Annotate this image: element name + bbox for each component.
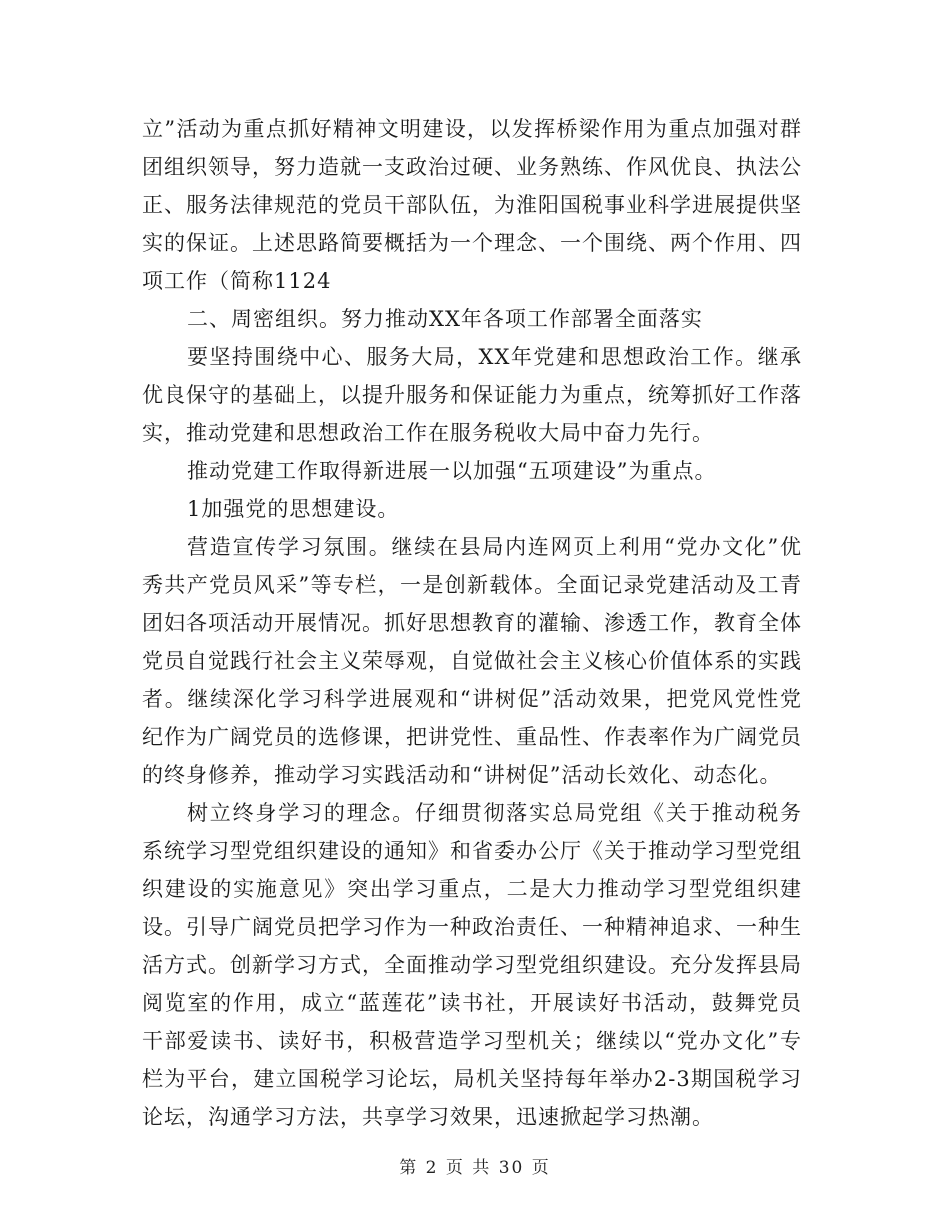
page-number-footer: 第 2 页 共 30 页 [399, 1158, 551, 1178]
subheading-party-building: 推动党建工作取得新进展一以加强“五项建设”为重点。 [187, 459, 717, 483]
paragraph-lifelong-learning: 树立终身学习的理念。仔细贯彻落实总局党组《关于推动税务系统学习型党组织建设的通知》和省委办公厅《关于推动学习型党组织建设的实施意见》突出学习重点，二是大力推动学习型党组织建设。引导广阔党员把学习作为一种政治责任、一种精神追求、一种生活方式。创新学习方式，全面推动学习型党组织建设。充分发挥县局阅览室的作用，成立“蓝莲花”读书社，开展读好书活动，鼓舞党员干部爱读书、读好书，积极营造学习型机关；继续以“党办文化”专栏为平台，建立国税学习论坛，局机关坚持每年举办2-3期国税学习论坛，沟通学习方法，共享学习效果，迅速掀起学习热潮。 [142, 801, 802, 1129]
paragraph-propaganda: 营造宣传学习氛围。继续在县局内连网页上利用“党办文化”优秀共产党员风采”等专栏，一是创新载体。全面记录党建活动及工青团妇各项活动开展情况。抓好思想教育的灌输、渗透工作，教育全体党员自觉践行社会主义荣辱观，自觉做社会主义核心价值体系的实践者。继续深化学习科学进展观和“讲树促”活动效果，把党风党性党纪作为广阔党员的选修课，把讲党性、重品性、作表率作为广阔党员的终身修养，推动学习实践活动和“讲树促”活动长效化、动态化。 [142, 535, 802, 787]
document-body [142, 110, 802, 1136]
subheading-ideological: 1加强党的思想建设。 [187, 497, 400, 521]
section-heading-2: 二、周密组织。努力推动XX年各项工作部署全面落实 [187, 307, 703, 331]
paragraph-continuation: 立”活动为重点抓好精神文明建设，以发挥桥梁作用为重点加强对群团组织领导，努力造就一支政治过硬、业务熟练、作风优良、执法公正、服务法律规范的党员干部队伍，为淮阳国税事业科学进展提供坚实的保证。上述思路简要概括为一个理念、一个围绕、两个作用、四项工作（简称1124 [142, 117, 802, 293]
paragraph-overview: 要坚持围绕中心、服务大局，XX年党建和思想政治工作。继承优良保守的基础上，以提升服务和保证能力为重点，统筹抓好工作落实，推动党建和思想政治工作在服务税收大局中奋力先行。 [142, 345, 802, 445]
